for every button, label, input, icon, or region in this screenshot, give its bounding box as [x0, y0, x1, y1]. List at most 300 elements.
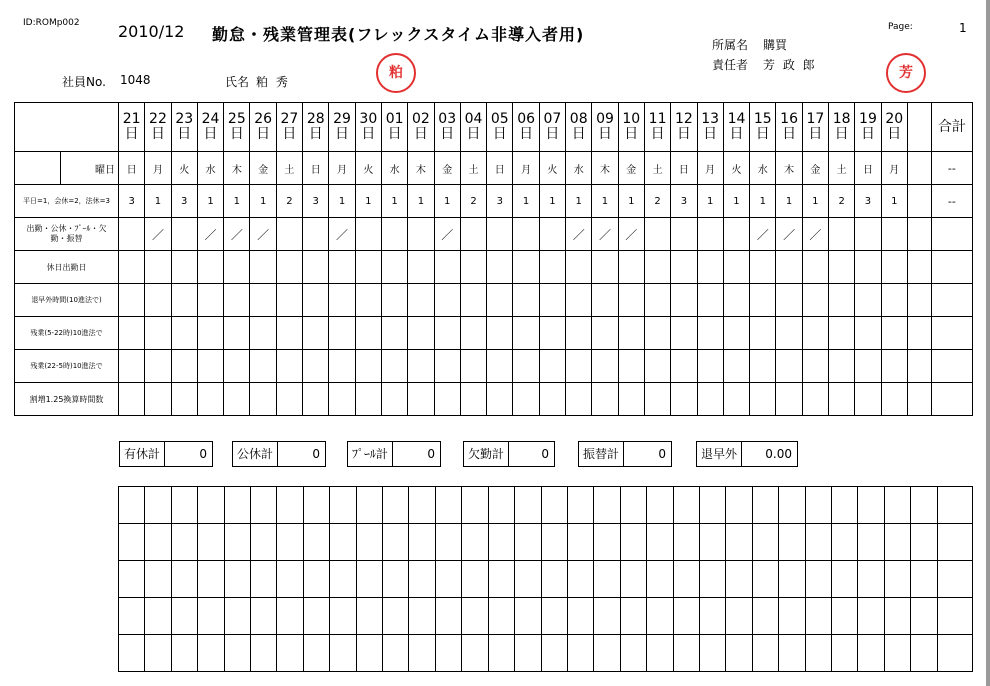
day-number: 24: [201, 111, 220, 127]
day-header-cell: [697, 103, 723, 152]
value-cell: [776, 350, 802, 383]
weekday-cell: 金: [802, 152, 828, 185]
day-suffix: 日: [808, 126, 823, 142]
value-cell: [881, 350, 907, 383]
grid-cell: [805, 635, 831, 672]
value-cell: [723, 383, 749, 416]
grid-cell: [541, 487, 567, 524]
daytype-cell: 1: [776, 185, 802, 218]
summary-value: 0: [199, 447, 207, 461]
value-cell: [381, 251, 407, 284]
value-cell: [881, 284, 907, 317]
attendance-mark-cell: [697, 218, 723, 251]
value-cell: [881, 251, 907, 284]
day-header-cell: [592, 103, 618, 152]
value-cell: [750, 284, 776, 317]
value-cell: [329, 317, 355, 350]
page-number: 1: [959, 21, 967, 35]
grid-cell: [567, 487, 593, 524]
spacer-cell: [907, 284, 931, 317]
day-suffix: 日: [282, 126, 297, 142]
daytype-cell: 1: [355, 185, 381, 218]
value-cell: [539, 350, 565, 383]
day-suffix: 日: [492, 126, 507, 142]
daytype-cell: 2: [644, 185, 670, 218]
weekday-cell: 土: [644, 152, 670, 185]
grid-cell: [911, 524, 938, 561]
value-cell: [881, 317, 907, 350]
grid-cell: [673, 561, 699, 598]
value-cell: [802, 350, 828, 383]
value-cell: [460, 251, 486, 284]
day-suffix: 日: [571, 126, 586, 142]
day-suffix: 日: [624, 126, 639, 142]
attendance-mark-cell: [381, 218, 407, 251]
value-cell: [592, 350, 618, 383]
page-title: 勤怠・残業管理表(フレックスタイム非導入者用): [212, 25, 585, 44]
grid-cell: [462, 598, 488, 635]
grid-cell: [911, 487, 938, 524]
grid-cell: [356, 635, 382, 672]
value-cell: [802, 251, 828, 284]
day-suffix: 日: [413, 126, 428, 142]
grid-cell: [145, 598, 171, 635]
grid-cell: [383, 561, 409, 598]
public-holiday-total: [232, 441, 326, 467]
value-cell: [513, 317, 539, 350]
value-cell: [776, 284, 802, 317]
grid-cell: [858, 487, 884, 524]
grid-cell: [752, 635, 778, 672]
attendance-mark-cell: ／: [145, 218, 171, 251]
grid-cell: [647, 635, 673, 672]
grid-cell: [145, 524, 171, 561]
grid-cell: [488, 487, 514, 524]
value-cell: [381, 350, 407, 383]
grid-cell: [620, 561, 646, 598]
spacer-cell: [907, 103, 931, 152]
day-header-cell: [460, 103, 486, 152]
day-number: 21: [122, 111, 141, 127]
early-leave-label: 退早外時間(10進法で): [15, 284, 119, 317]
day-suffix: 日: [466, 126, 481, 142]
total-dash: --: [931, 185, 972, 218]
value-cell: [644, 350, 670, 383]
grid-cell: [198, 524, 224, 561]
day-suffix: 日: [361, 126, 376, 142]
day-number: 20: [885, 111, 904, 127]
grid-cell: [462, 524, 488, 561]
grid-cell: [699, 561, 725, 598]
value-cell: [671, 284, 697, 317]
value-cell: [434, 350, 460, 383]
grid-cell: [726, 635, 752, 672]
day-number: 27: [280, 111, 299, 127]
grid-cell: [858, 561, 884, 598]
weekday-cell: 日: [487, 152, 513, 185]
grid-cell: [119, 561, 145, 598]
value-cell: [723, 284, 749, 317]
day-number: 10: [622, 111, 641, 127]
value-cell: [592, 317, 618, 350]
attendance-mark-cell: ／: [224, 218, 250, 251]
value-cell: [829, 383, 855, 416]
value-cell: [355, 284, 381, 317]
daytype-cell: 1: [381, 185, 407, 218]
spacer-cell: [907, 218, 931, 251]
grid-cell: [330, 635, 356, 672]
value-cell: [802, 317, 828, 350]
value-cell: [802, 284, 828, 317]
day-header-cell: [250, 103, 276, 152]
grid-cell: [831, 635, 857, 672]
attendance-mark-cell: [355, 218, 381, 251]
grid-cell: [119, 598, 145, 635]
value-cell: [303, 284, 329, 317]
value-cell: [671, 251, 697, 284]
value-cell: [829, 317, 855, 350]
grid-cell: [356, 487, 382, 524]
day-suffix: 日: [834, 126, 849, 142]
value-cell: [487, 284, 513, 317]
grid-cell: [145, 635, 171, 672]
grid-cell: [884, 561, 910, 598]
grid-cell: [119, 524, 145, 561]
value-cell: [171, 251, 197, 284]
early-leave-total: [696, 441, 798, 467]
value-cell: [802, 383, 828, 416]
grid-cell: [330, 487, 356, 524]
weekday-cell: 金: [434, 152, 460, 185]
grid-cell: [224, 598, 250, 635]
corner-cell: [15, 103, 119, 152]
attendance-mark-cell: ／: [592, 218, 618, 251]
grid-cell: [145, 487, 171, 524]
grid-cell: [938, 487, 973, 524]
grid-cell: [145, 561, 171, 598]
grid-cell: [858, 635, 884, 672]
day-header-cell: [618, 103, 644, 152]
day-header-cell: [644, 103, 670, 152]
summary-key: 退早外: [697, 442, 742, 466]
attendance-mark-cell: [723, 218, 749, 251]
value-cell: [355, 251, 381, 284]
weekday-cell: 月: [145, 152, 171, 185]
grid-cell: [541, 635, 567, 672]
grid-cell: [435, 598, 461, 635]
paid-leave-total: [119, 441, 213, 467]
weekday-cell: 火: [539, 152, 565, 185]
grid-cell: [699, 487, 725, 524]
day-header-cell: [303, 103, 329, 152]
grid-cell: [303, 561, 329, 598]
weekday-cell: 日: [671, 152, 697, 185]
grid-cell: [884, 598, 910, 635]
value-cell: [119, 317, 145, 350]
value-cell: [855, 251, 881, 284]
day-header-cell: [829, 103, 855, 152]
day-header-cell: [276, 103, 302, 152]
attendance-mark-cell: [539, 218, 565, 251]
daytype-cell: 1: [750, 185, 776, 218]
value-cell: [119, 350, 145, 383]
grid-cell: [805, 561, 831, 598]
day-number: 16: [780, 111, 798, 127]
value-cell: [750, 251, 776, 284]
total-cell: [931, 383, 972, 416]
day-number: 19: [859, 111, 877, 127]
grid-cell: [673, 487, 699, 524]
page-label: Page:: [888, 22, 913, 32]
attendance-mark-cell: [460, 218, 486, 251]
grid-cell: [779, 524, 805, 561]
day-header-cell: [513, 103, 539, 152]
attendance-mark-cell: ／: [434, 218, 460, 251]
daytype-cell: 1: [329, 185, 355, 218]
value-cell: [697, 284, 723, 317]
daytype-label: 平日=1，会休=2，法休=3: [15, 185, 119, 218]
daytype-cell: 1: [250, 185, 276, 218]
daytype-cell: 3: [303, 185, 329, 218]
day-number: 14: [727, 111, 746, 127]
grid-cell: [462, 635, 488, 672]
value-cell: [487, 350, 513, 383]
weekday-cell: 月: [513, 152, 539, 185]
day-header-cell: [197, 103, 223, 152]
value-cell: [566, 383, 592, 416]
weekday-cell: 水: [381, 152, 407, 185]
day-header-cell: [539, 103, 565, 152]
daytype-cell: 1: [408, 185, 434, 218]
grid-cell: [752, 561, 778, 598]
grid-cell: [409, 524, 435, 561]
day-suffix: 日: [755, 126, 770, 142]
grid-cell: [171, 487, 197, 524]
value-cell: [618, 251, 644, 284]
value-cell: [723, 350, 749, 383]
attendance-mark-cell: [644, 218, 670, 251]
weekday-cell: 木: [224, 152, 250, 185]
day-suffix: 日: [150, 126, 165, 142]
daytype-cell: 1: [592, 185, 618, 218]
attendance-mark-cell: ／: [566, 218, 592, 251]
spacer-cell: [907, 317, 931, 350]
grid-cell: [330, 524, 356, 561]
value-cell: [539, 251, 565, 284]
value-cell: [145, 251, 171, 284]
value-cell: [329, 383, 355, 416]
grid-cell: [567, 524, 593, 561]
grid-cell: [805, 598, 831, 635]
daytype-cell: 2: [460, 185, 486, 218]
pool-total: [347, 441, 441, 467]
summary-key: ﾌﾟｰﾙ計: [348, 442, 393, 466]
summary-value: 0.00: [765, 447, 792, 461]
employee-no: 1048: [120, 73, 151, 87]
value-cell: [513, 383, 539, 416]
value-cell: [276, 383, 302, 416]
grid-cell: [884, 635, 910, 672]
value-cell: [355, 350, 381, 383]
daytype-cell: 1: [697, 185, 723, 218]
value-cell: [171, 350, 197, 383]
total-dash: --: [931, 152, 972, 185]
day-header-cell: [119, 103, 145, 152]
day-suffix: 日: [887, 126, 902, 142]
weekday-cell: 水: [750, 152, 776, 185]
weekday-cell: 土: [460, 152, 486, 185]
grid-cell: [805, 487, 831, 524]
value-cell: [644, 251, 670, 284]
day-suffix: 日: [229, 126, 244, 142]
day-number: 07: [543, 111, 562, 127]
value-cell: [697, 251, 723, 284]
value-cell: [829, 251, 855, 284]
grid-cell: [673, 635, 699, 672]
grid-cell: [435, 561, 461, 598]
grid-cell: [911, 635, 938, 672]
summary-key: 公休計: [233, 442, 278, 466]
value-cell: [145, 317, 171, 350]
value-cell: [697, 350, 723, 383]
day-suffix: 日: [729, 126, 744, 142]
grid-cell: [831, 598, 857, 635]
grid-cell: [541, 561, 567, 598]
total-header: 合計: [931, 103, 972, 152]
grid-cell: [409, 635, 435, 672]
attendance-mark-cell: [487, 218, 513, 251]
grid-cell: [251, 635, 277, 672]
value-cell: [381, 284, 407, 317]
grid-cell: [752, 487, 778, 524]
grid-cell: [647, 561, 673, 598]
day-suffix: 日: [597, 126, 612, 142]
grid-cell: [488, 635, 514, 672]
value-cell: [513, 284, 539, 317]
employee-no-label: 社員No.: [62, 75, 106, 89]
value-cell: [618, 383, 644, 416]
day-header-cell: [671, 103, 697, 152]
attendance-mark-cell: ／: [750, 218, 776, 251]
value-cell: [539, 284, 565, 317]
grid-cell: [620, 598, 646, 635]
value-cell: [224, 284, 250, 317]
value-cell: [197, 284, 223, 317]
summary-value: 0: [312, 447, 320, 461]
grid-cell: [198, 487, 224, 524]
grid-cell: [699, 635, 725, 672]
daytype-cell: 3: [171, 185, 197, 218]
grid-cell: [647, 598, 673, 635]
value-cell: [539, 317, 565, 350]
grid-cell: [383, 487, 409, 524]
day-number: 01: [385, 111, 404, 127]
grid-cell: [171, 598, 197, 635]
grid-cell: [198, 598, 224, 635]
day-header-cell: [566, 103, 592, 152]
value-cell: [539, 383, 565, 416]
value-cell: [434, 251, 460, 284]
value-cell: [592, 284, 618, 317]
value-cell: [197, 317, 223, 350]
day-header-cell: [776, 103, 802, 152]
value-cell: [644, 284, 670, 317]
grid-cell: [198, 561, 224, 598]
value-cell: [119, 284, 145, 317]
grid-cell: [938, 561, 973, 598]
value-cell: [276, 317, 302, 350]
day-header-cell: [750, 103, 776, 152]
substitute-total: [578, 441, 672, 467]
value-cell: [671, 383, 697, 416]
weekday-cell: 水: [197, 152, 223, 185]
day-number: 12: [674, 111, 693, 127]
attendance-mark-cell: [671, 218, 697, 251]
day-header-cell: [881, 103, 907, 152]
value-cell: [513, 251, 539, 284]
value-cell: [460, 317, 486, 350]
grid-cell: [752, 598, 778, 635]
day-number: 03: [438, 111, 457, 127]
day-header-cell: [224, 103, 250, 152]
absence-total: [463, 441, 555, 467]
attendance-mark-cell: [171, 218, 197, 251]
spacer-cell: [907, 350, 931, 383]
grid-cell: [171, 561, 197, 598]
value-cell: [566, 350, 592, 383]
grid-cell: [647, 524, 673, 561]
value-cell: [855, 350, 881, 383]
value-cell: [355, 383, 381, 416]
department-value: 購買: [763, 38, 788, 52]
attendance-mark-cell: ／: [776, 218, 802, 251]
manager-name: 芳 政 郎: [763, 58, 817, 72]
weekday-cell: 日: [855, 152, 881, 185]
attendance-mark-cell: [119, 218, 145, 251]
daytype-cell: 1: [723, 185, 749, 218]
day-number: 05: [490, 111, 509, 127]
grid-cell: [488, 524, 514, 561]
weekday-cell: 火: [355, 152, 381, 185]
weekday-cell: 水: [566, 152, 592, 185]
grid-cell: [277, 635, 303, 672]
value-cell: [329, 284, 355, 317]
attendance-mark-cell: [276, 218, 302, 251]
weekday-cell: 木: [776, 152, 802, 185]
grid-cell: [488, 598, 514, 635]
daytype-cell: 1: [434, 185, 460, 218]
attendance-mark-cell: ／: [618, 218, 644, 251]
weekday-cell: 木: [408, 152, 434, 185]
daytype-cell: 2: [829, 185, 855, 218]
day-header-cell: [487, 103, 513, 152]
day-header-cell: [145, 103, 171, 152]
value-cell: [434, 284, 460, 317]
weekday-cell: 月: [881, 152, 907, 185]
day-suffix: 日: [256, 126, 271, 142]
grid-row: [119, 487, 973, 524]
employee-name: 粕 秀: [256, 75, 290, 89]
day-suffix: 日: [335, 126, 350, 142]
value-cell: [671, 317, 697, 350]
value-cell: [355, 317, 381, 350]
grid-cell: [779, 598, 805, 635]
day-suffix: 日: [703, 126, 718, 142]
daytype-cell: 2: [276, 185, 302, 218]
grid-cell: [594, 635, 620, 672]
day-number: 04: [464, 111, 483, 127]
grid-cell: [330, 598, 356, 635]
